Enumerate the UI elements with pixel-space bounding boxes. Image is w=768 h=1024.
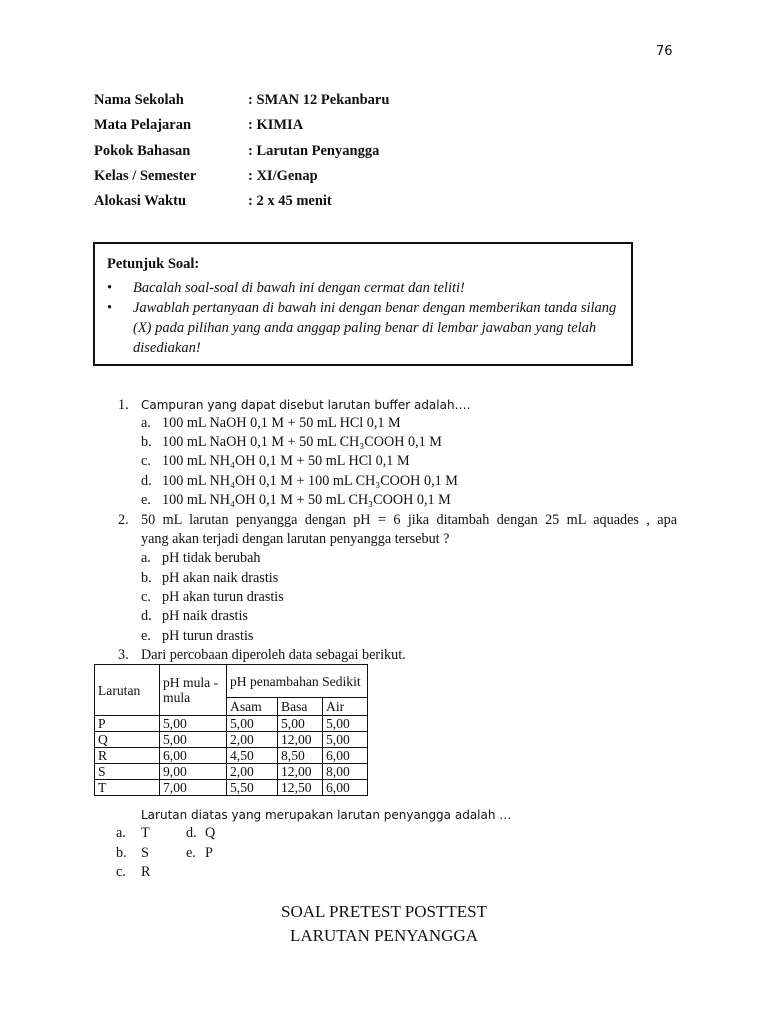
table-cell: 12,00 xyxy=(278,764,323,780)
table-header-row xyxy=(95,665,368,698)
school-info-header xyxy=(94,88,389,214)
instruction-item xyxy=(105,298,621,358)
header-value: : 2 x 45 menit xyxy=(248,193,332,210)
table-cell: 12,00 xyxy=(278,732,323,748)
table-subheader-cell: Basa xyxy=(278,698,323,716)
table-cell: 6,00 xyxy=(323,780,368,796)
option-text: 100 mL NH₄OH 0,1 M + 100 mL CH₃COOH 0,1 M xyxy=(162,473,458,489)
instructions-box xyxy=(93,242,633,366)
header-value: : XI/Genap xyxy=(248,168,318,185)
option-letter: a. xyxy=(141,550,151,566)
table-cell: 5,00 xyxy=(160,716,227,732)
option-text: pH naik drastis xyxy=(162,608,248,624)
option-text: 100 mL NaOH 0,1 M + 50 mL CH₃COOH 0,1 M xyxy=(162,434,442,450)
header-label: Mata Pelajaran xyxy=(94,117,192,134)
page-number: 76 xyxy=(656,44,673,59)
option-letter: e. xyxy=(186,845,196,861)
option-letter: a. xyxy=(116,825,126,841)
option-letter: c. xyxy=(141,589,151,605)
bullet-icon: • xyxy=(107,280,113,296)
table-cell: 2,00 xyxy=(227,732,278,748)
table-cell: 6,00 xyxy=(160,748,227,764)
option-text: pH turun drastis xyxy=(162,628,254,644)
header-value: : SMAN 12 Pekanbaru xyxy=(248,92,390,109)
option-text: pH tidak berubah xyxy=(162,550,261,566)
table-cell: 5,00 xyxy=(278,716,323,732)
header-label: Kelas / Semester xyxy=(94,168,197,185)
option-text: T xyxy=(141,825,150,841)
option-letter: b. xyxy=(116,845,127,861)
option-text: pH akan naik drastis xyxy=(162,570,279,586)
table-cell: S xyxy=(95,764,160,780)
table-cell: T xyxy=(95,780,160,796)
option-text: pH akan turun drastis xyxy=(162,589,284,605)
header-row-subject xyxy=(94,113,389,138)
table-header-cell: pH mula - mula xyxy=(160,665,227,716)
header-label: Alokasi Waktu xyxy=(94,193,187,210)
table-cell: 5,50 xyxy=(227,780,278,796)
table-cell: 9,00 xyxy=(160,764,227,780)
header-value: : Larutan Penyangga xyxy=(248,142,380,159)
option-letter: e. xyxy=(141,628,151,644)
header-row-school xyxy=(94,88,389,113)
question-number: 3. xyxy=(118,647,129,663)
table-subheader-cell: Air xyxy=(323,698,368,716)
table-cell: 4,50 xyxy=(227,748,278,764)
table-question-text: Larutan diatas yang merupakan larutan penyangga adalah … xyxy=(141,808,512,822)
header-label: Pokok Bahasan xyxy=(94,142,191,159)
table-cell: 5,00 xyxy=(160,732,227,748)
option-letter: c. xyxy=(141,453,151,469)
table-cell: R xyxy=(95,748,160,764)
table-cell: 5,00 xyxy=(323,716,368,732)
footer-title-line-2: LARUTAN PENYANGGA xyxy=(290,926,478,945)
footer-title-line-1: SOAL PRETEST POSTTEST xyxy=(281,902,487,921)
question-text: yang akan terjadi dengan larutan penyangga tersebut ? xyxy=(141,531,450,547)
table-row xyxy=(95,732,368,748)
option-letter: c. xyxy=(116,864,126,880)
option-text: Q xyxy=(205,825,216,841)
instructions-list xyxy=(105,278,621,358)
option-text: R xyxy=(141,864,151,880)
option-letter: d. xyxy=(141,473,152,489)
question-text: 50 mL larutan penyangga dengan pH = 6 jika ditambah dengan 25 mL aquades , apa xyxy=(141,512,677,528)
table-row xyxy=(95,764,368,780)
instruction-item xyxy=(105,278,621,298)
option-letter: a. xyxy=(141,415,151,431)
data-table xyxy=(94,664,368,796)
option-letter: b. xyxy=(141,434,152,450)
option-letter: b. xyxy=(141,570,152,586)
table-header-cell: Larutan xyxy=(95,665,160,716)
option-text: S xyxy=(141,845,149,861)
question-number: 1. xyxy=(118,397,129,413)
table-cell: 5,00 xyxy=(227,716,278,732)
table-row xyxy=(95,780,368,796)
table-row xyxy=(95,748,368,764)
header-row-topic xyxy=(94,139,389,164)
option-text: 100 mL NH₄OH 0,1 M + 50 mL HCl 0,1 M xyxy=(162,453,410,469)
table-cell: 6,00 xyxy=(323,748,368,764)
option-letter: d. xyxy=(186,825,197,841)
header-row-time xyxy=(94,189,389,214)
question-text: Dari percobaan diperoleh data sebagai berikut. xyxy=(141,647,406,663)
option-text: 100 mL NH₄OH 0,1 M + 50 mL CH₃COOH 0,1 M xyxy=(162,492,451,508)
table-cell: 5,00 xyxy=(323,732,368,748)
table-cell: 8,50 xyxy=(278,748,323,764)
option-letter: d. xyxy=(141,608,152,624)
option-text: 100 mL NaOH 0,1 M + 50 mL HCl 0,1 M xyxy=(162,415,401,431)
table-cell: Q xyxy=(95,732,160,748)
table-cell: 7,00 xyxy=(160,780,227,796)
option-text: P xyxy=(205,845,213,861)
header-row-class xyxy=(94,164,389,189)
instruction-text: Bacalah soal-soal di bawah ini dengan cermat dan teliti! xyxy=(133,280,465,296)
table-row xyxy=(95,716,368,732)
bullet-icon: • xyxy=(107,300,113,316)
instructions-title: Petunjuk Soal: xyxy=(107,256,200,272)
table-header-cell: pH penambahan Sedikit xyxy=(227,665,368,698)
header-value: : KIMIA xyxy=(248,117,304,134)
instruction-text: Jawablah pertanyaan di bawah ini dengan benar dengan memberikan tanda silang (X) pada pilihan yang anda anggap paling benar di lembar jawaban yang telah disediakan! xyxy=(133,300,617,356)
question-text: Campuran yang dapat disebut larutan buffer adalah…. xyxy=(141,398,471,412)
question-number: 2. xyxy=(118,512,129,528)
table-subheader-cell: Asam xyxy=(227,698,278,716)
table-cell: 8,00 xyxy=(323,764,368,780)
option-letter: e. xyxy=(141,492,151,508)
table-cell: 12,50 xyxy=(278,780,323,796)
table-cell: P xyxy=(95,716,160,732)
header-label: Nama Sekolah xyxy=(94,92,184,109)
table-cell: 2,00 xyxy=(227,764,278,780)
